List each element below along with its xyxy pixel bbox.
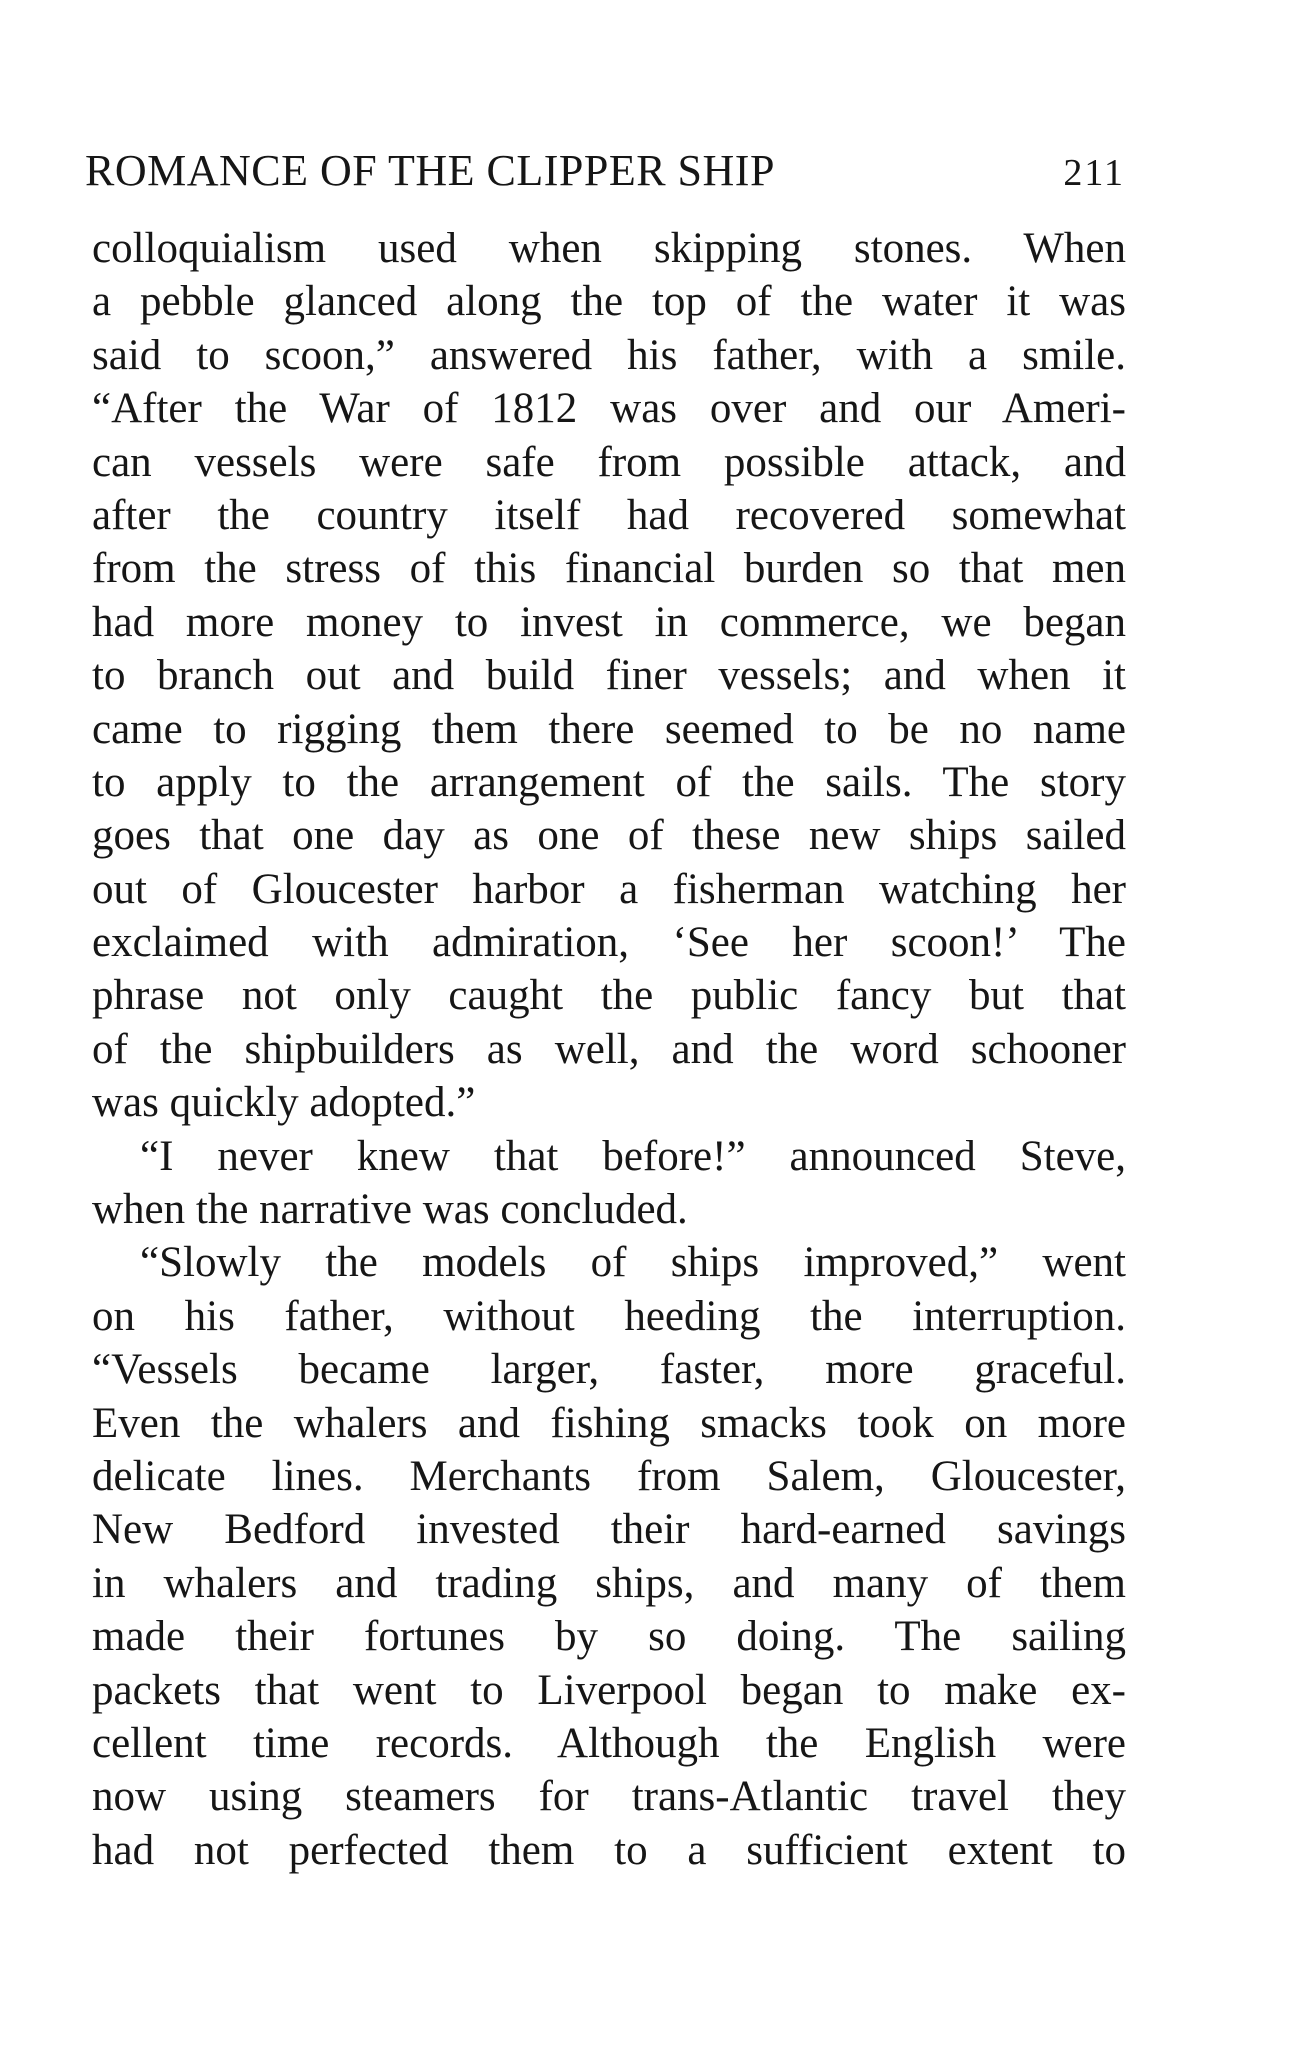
text-line: made their fortunes by so doing. The sailing xyxy=(92,1613,1126,1661)
text-line: New Bedford invested their hard-earned savings xyxy=(92,1506,1126,1554)
body-text xyxy=(92,222,1126,1877)
page-header xyxy=(85,145,1125,205)
text-line: to branch out and build finer vessels; and when it xyxy=(92,652,1126,700)
text-line: packets that went to Liverpool began to make ex- xyxy=(92,1666,1126,1714)
text-line: came to rigging them there seemed to be no name xyxy=(92,705,1126,753)
text-line: “Vessels became larger, faster, more graceful. xyxy=(92,1346,1126,1394)
text-line: had not perfected them to a sufficient extent to xyxy=(92,1826,1126,1874)
running-title: ROMANCE OF THE CLIPPER SHIP xyxy=(85,146,775,195)
text-line: in whalers and trading ships, and many of them xyxy=(92,1559,1126,1607)
text-line: a pebble glanced along the top of the water it was xyxy=(92,278,1126,326)
text-line: was quickly adopted.” xyxy=(92,1079,476,1127)
text-line: when the narrative was concluded. xyxy=(92,1186,688,1234)
text-line: on his father, without heeding the interruption. xyxy=(92,1292,1126,1340)
text-line: Even the whalers and fishing smacks took on more xyxy=(92,1399,1126,1447)
text-line: goes that one day as one of these new ships sailed xyxy=(92,812,1126,860)
text-line: said to scoon,” answered his father, with a smile. xyxy=(92,331,1126,379)
text-line: after the country itself had recovered somewhat xyxy=(92,491,1126,539)
text-line: can vessels were safe from possible attack, and xyxy=(92,438,1126,486)
text-line: colloquialism used when skipping stones. When xyxy=(92,225,1126,272)
text-line: now using steamers for trans-Atlantic travel they xyxy=(92,1773,1126,1821)
text-line: exclaimed with admiration, ‘See her scoon!’ The xyxy=(92,919,1126,967)
text-line: of the shipbuilders as well, and the word schooner xyxy=(92,1025,1126,1073)
text-line: “After the War of 1812 was over and our Ameri- xyxy=(92,385,1126,433)
text-line: “I never knew that before!” announced Steve, xyxy=(140,1132,1126,1180)
text-line: phrase not only caught the public fancy but that xyxy=(92,972,1126,1020)
text-line: to apply to the arrangement of the sails. The story xyxy=(92,758,1126,806)
page-number: 211 xyxy=(1063,152,1125,194)
text-line: out of Gloucester harbor a fisherman watching her xyxy=(92,865,1126,913)
text-line: delicate lines. Merchants from Salem, Gloucester, xyxy=(92,1452,1126,1500)
text-line: cellent time records. Although the English were xyxy=(92,1719,1126,1767)
text-line: from the stress of this financial burden so that men xyxy=(92,545,1126,593)
text-line: had more money to invest in commerce, we began xyxy=(92,598,1126,646)
text-line: “Slowly the models of ships improved,” went xyxy=(140,1239,1126,1287)
